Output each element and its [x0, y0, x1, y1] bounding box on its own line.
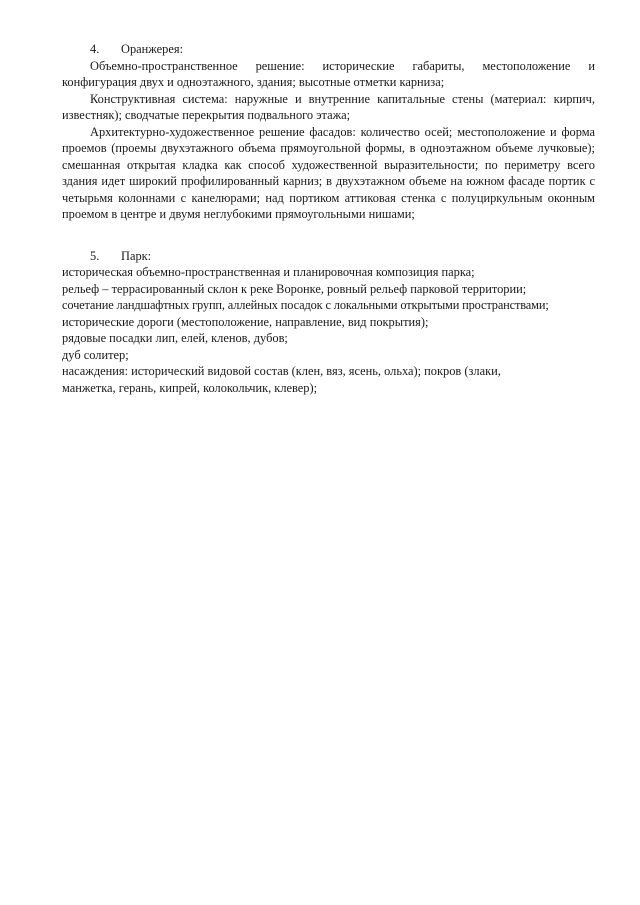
- section-heading-park: [62, 248, 595, 265]
- section-park: [62, 248, 595, 397]
- section-number: 5.: [90, 248, 100, 263]
- list-item: исторические дороги (местоположение, направление, вид покрытия);: [62, 314, 429, 329]
- list-item: рельеф – террасированный склон к реке Воронке, ровный рельеф парковой территории;: [62, 281, 527, 296]
- section-orangery: [62, 41, 595, 223]
- section-heading-orangery: [62, 41, 595, 58]
- list-item: дуб солитер;: [62, 347, 129, 362]
- list-item: насаждения: исторический видовой состав (клен, вяз, ясень, ольха); покров (злаки,: [62, 364, 501, 378]
- list-item: манжетка, герань, кипрей, колокольчик, клевер);: [62, 380, 318, 395]
- list-item: рядовые посадки лип, елей, кленов, дубов;: [62, 331, 288, 345]
- document-page: [62, 41, 595, 396]
- paragraph-spatial-solution: Объемно-пространственное решение: исторические габариты, местоположение и конфигурация двух и одноэтажного, здания; высотные отметки карниза;: [62, 58, 595, 89]
- list-item: сочетание ландшафтных групп, аллейных посадок с локальными открытыми пространствами;: [62, 298, 549, 312]
- paragraph-structural-system: Конструктивная система: наружные и внутренние капитальные стены (материал: кирпич, известняк); сводчатые перекрытия подвального этажа;: [62, 91, 595, 122]
- list-item: историческая объемно-пространственная и планировочная композиция парка;: [62, 265, 475, 279]
- section-number: 4.: [90, 42, 100, 56]
- section-title: Парк:: [121, 248, 152, 263]
- section-spacer: [62, 223, 595, 248]
- paragraph-facade-solution: Архитектурно-художественное решение фасадов: количество осей; местоположение и форма проемов (проемы двухэтажного объема прямоугольной формы, в одноэтажном объеме лучковые); смешанная открытая кладка как способ художественной выразительности; по периметру всего здания идет широкий профилированный карниз; в двухэтажном объеме на южном фасаде портик с четырьмя колоннами с канелюрами; над портиком аттиковая стенка с полуциркульным оконным проемом в центре и двумя неглубокими прямоугольными нишами;: [62, 124, 595, 221]
- section-title: Оранжерея:: [121, 42, 184, 56]
